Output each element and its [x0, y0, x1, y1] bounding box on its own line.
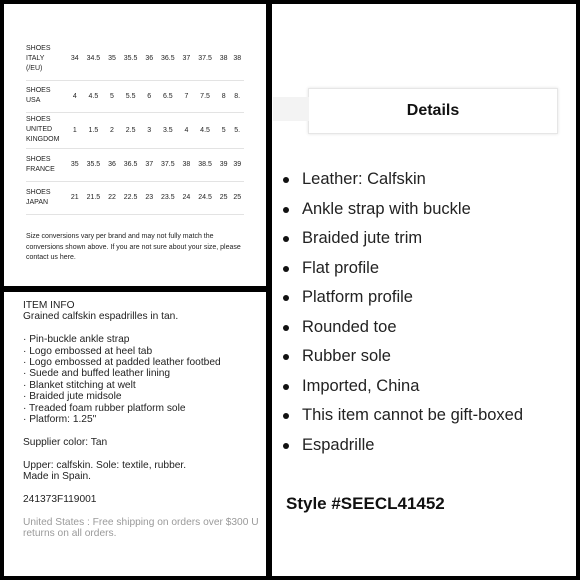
size-cell: 34.5: [86, 55, 101, 63]
size-cell: 24.5: [198, 194, 212, 201]
size-row-label: SHOES FRANCE: [26, 155, 55, 173]
size-conversion-note: Size conversions vary per brand and may not fully match the conversions shown above. If you are not sure about your size, please contact us here.: [26, 233, 241, 261]
detail-bullet-item: Platform profile: [302, 283, 523, 313]
size-chart-panel: [4, 4, 266, 286]
item-info-panel: [4, 292, 266, 576]
size-cell: 35: [70, 161, 79, 168]
size-cell: 5: [221, 126, 226, 134]
size-cell: 6: [147, 92, 152, 100]
item-info-line: [23, 482, 266, 493]
detail-bullet-item: Imported, China: [302, 372, 523, 402]
size-cell: 1: [72, 126, 77, 134]
size-cell: 5.: [234, 126, 241, 134]
item-info-line: · Treaded foam rubber platform sole: [23, 402, 186, 414]
size-cell: 35.5: [123, 55, 138, 63]
size-row-label: SHOES JAPAN: [26, 188, 51, 206]
detail-bullet-item: Rounded toe: [302, 313, 523, 343]
size-cell: 34: [70, 55, 79, 63]
size-cell: 38.5: [198, 161, 212, 168]
size-cell: 5: [110, 92, 114, 100]
size-cell: 35: [108, 55, 116, 63]
size-row: [26, 80, 244, 112]
heading-shadow-strip: [273, 97, 309, 121]
size-cell: 24: [182, 194, 191, 201]
size-cell: 8.: [234, 92, 241, 100]
size-cell: 7: [184, 92, 189, 100]
shipping-note-line: returns on all orders.: [23, 528, 117, 540]
size-cell: 38: [219, 55, 228, 63]
item-info-line: 241373F119001: [23, 493, 97, 505]
size-cell: 25: [233, 194, 242, 201]
size-cell: 3.5: [162, 126, 173, 134]
size-conversion-table: [26, 38, 244, 215]
size-cell: 38: [182, 161, 191, 168]
size-row: [26, 38, 244, 80]
size-row: [26, 181, 244, 214]
size-row: [26, 148, 244, 181]
item-info-text: [23, 300, 266, 539]
size-row-label: SHOES USA: [26, 87, 51, 104]
size-cell: 39: [233, 161, 242, 168]
size-cell: 1.5: [88, 126, 99, 134]
item-info-line: · Suede and buffed leather lining: [23, 368, 171, 380]
size-cell: 22: [108, 194, 116, 201]
size-row-label: SHOES ITALY (/EU): [26, 44, 51, 72]
item-info-line: Supplier color: Tan: [23, 436, 108, 448]
details-heading-box: [308, 88, 558, 134]
size-cell: 36.5: [123, 161, 138, 168]
item-info-line: · Platform: 1.25": [23, 414, 97, 426]
item-info-line: Upper: calfskin. Sole: textile, rubber.: [23, 459, 187, 471]
style-number: Style #SEECL41452: [286, 494, 445, 513]
item-info-line: · Braided jute midsole: [23, 391, 122, 403]
size-cell: 36.5: [161, 55, 175, 63]
detail-bullet-item: Leather: Calfskin: [302, 165, 523, 195]
item-info-line: Grained calfskin espadrilles in tan.: [23, 311, 179, 323]
detail-bullet-item: This item cannot be gift-boxed: [302, 401, 523, 431]
size-cell: 4: [184, 126, 189, 134]
size-cell: 8: [221, 92, 226, 100]
size-cell: 3: [147, 126, 152, 134]
size-row-label: SHOES UNITED KINGDOM: [26, 116, 60, 143]
size-cell: 4: [72, 92, 77, 100]
size-cell: 37.5: [198, 55, 212, 63]
size-cell: 37: [182, 55, 191, 63]
shipping-note-line: United States : Free shipping on orders over $300 U: [23, 516, 259, 528]
size-cell: 5.5: [125, 92, 136, 100]
size-cell: 22.5: [123, 194, 138, 201]
size-cell: 36: [108, 161, 116, 168]
detail-bullet-item: Rubber sole: [302, 342, 523, 372]
size-cell: 23: [145, 194, 154, 201]
item-info-line: [23, 505, 266, 516]
item-info-line: [23, 448, 266, 459]
item-info-line: Made in Spain.: [23, 471, 91, 483]
size-cell: 36: [145, 55, 154, 63]
size-cell: 21.5: [86, 194, 101, 201]
size-cell: 23.5: [161, 194, 175, 201]
size-row: [26, 112, 244, 148]
size-cell: 37: [145, 161, 154, 168]
size-cell: 7.5: [200, 92, 210, 100]
size-cell: 25: [219, 194, 228, 201]
item-info-line: · Pin-buckle ankle strap: [23, 334, 130, 346]
item-info-line: · Blanket stitching at welt: [23, 379, 136, 391]
detail-bullet-item: Braided jute trim: [302, 224, 523, 254]
size-cell: 39: [219, 161, 228, 168]
size-cell: 38: [233, 55, 242, 63]
details-panel: [272, 4, 576, 576]
item-info-line: [23, 323, 266, 334]
detail-bullet-item: Ankle strap with buckle: [302, 195, 523, 225]
item-info-line: [23, 425, 266, 436]
detail-bullet-item: Flat profile: [302, 254, 523, 284]
size-cell: 4.5: [200, 126, 210, 134]
size-cell: 2: [110, 126, 114, 134]
size-cell: 2.5: [125, 126, 136, 134]
size-cell: 6.5: [162, 92, 173, 100]
details-bullet-list: [280, 165, 523, 460]
item-info-line: ITEM INFO: [23, 300, 75, 311]
size-cell: 21: [70, 194, 79, 201]
size-cell: 35.5: [86, 161, 101, 168]
item-info-line: · Logo embossed at heel tab: [23, 345, 153, 357]
details-heading: Details: [406, 102, 460, 119]
detail-bullet-item: Espadrille: [302, 431, 523, 461]
item-info-line: · Logo embossed at padded leather footbed: [23, 357, 221, 369]
size-cell: 4.5: [88, 92, 99, 100]
size-cell: 37.5: [161, 161, 175, 168]
